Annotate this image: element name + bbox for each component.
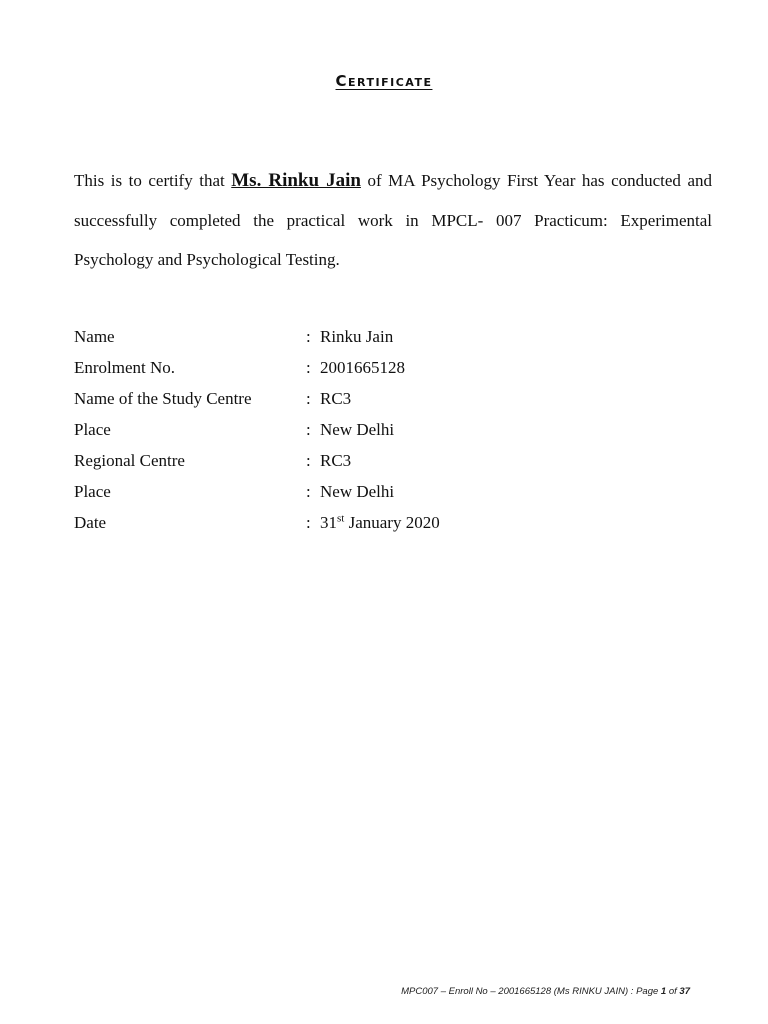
footer-page-number: 1: [660, 986, 667, 997]
date-rest: January 2020: [344, 512, 440, 532]
field-row-study-centre: [74, 383, 714, 414]
footer-page-total: 37: [679, 986, 690, 997]
field-label: Name of the Study Centre: [74, 388, 252, 408]
field-label: Date: [74, 512, 107, 532]
field-row-date: [74, 507, 714, 538]
date-suffix: st: [337, 511, 345, 524]
field-value: Rinku Jain: [320, 326, 394, 346]
field-colon: :: [306, 481, 311, 501]
field-colon: :: [306, 388, 311, 408]
field-label: Regional Centre: [74, 450, 185, 470]
field-label: Enrolment No.: [74, 357, 176, 377]
field-row-place: [74, 414, 714, 445]
field-colon: :: [306, 512, 311, 532]
field-label: Name: [74, 326, 115, 346]
field-value: New Delhi: [320, 419, 395, 439]
certificate-title: Certificate: [335, 72, 433, 90]
field-value: RC3: [320, 450, 352, 470]
footer-of-label: of: [666, 986, 680, 997]
field-colon: :: [306, 419, 311, 439]
date-day: 31: [320, 512, 337, 532]
field-colon: :: [306, 357, 311, 377]
field-value: New Delhi: [320, 481, 395, 501]
date-value: [320, 513, 440, 533]
paragraph-suffix: of MA Psychology First Year has conducted and successfully completed the practical work in MPCL- 007 Practicum: Experimental Psychology and Psychological Testing.: [74, 171, 712, 269]
field-label: Place: [74, 481, 111, 501]
field-colon: :: [306, 326, 311, 346]
field-value: RC3: [320, 388, 352, 408]
paragraph-prefix: This is to certify that: [74, 171, 232, 190]
field-row-name: [74, 321, 714, 352]
field-colon: :: [306, 450, 311, 470]
student-name: Ms. Rinku Jain: [231, 170, 361, 191]
page-footer: [401, 986, 690, 997]
footer-text: MPC007 – Enroll No – 2001665128 (Ms RINKU JAIN) : Page: [401, 986, 661, 997]
field-label: Place: [74, 419, 111, 439]
field-row-enrolment: [74, 352, 714, 383]
details-table: [74, 321, 714, 538]
certificate-paragraph: [74, 161, 712, 280]
field-row-regional-centre: [74, 445, 714, 476]
field-value: 2001665128: [320, 357, 405, 377]
field-row-place-2: [74, 476, 714, 507]
